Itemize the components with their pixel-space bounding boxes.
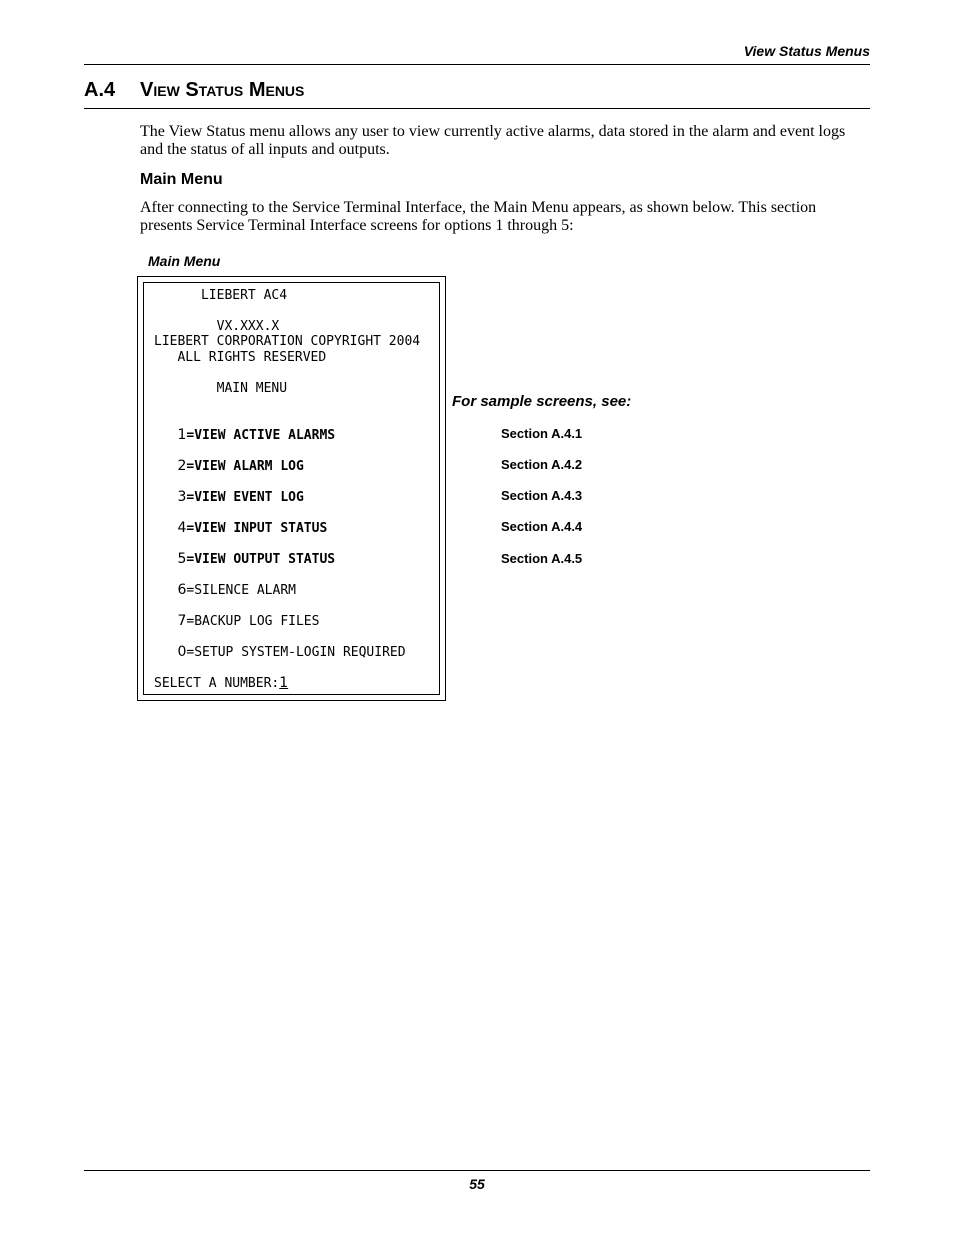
- terminal-rights: ALL RIGHTS RESERVED: [177, 350, 327, 365]
- section-ref-a41[interactable]: Section A.4.1: [501, 426, 583, 441]
- menu-option-7[interactable]: [154, 614, 319, 629]
- terminal-input[interactable]: 1: [279, 675, 289, 691]
- main-menu-subheading: Main Menu: [140, 171, 223, 188]
- terminal-screen-inner: [143, 282, 440, 695]
- menu-option-label: =VIEW ACTIVE ALARMS: [186, 428, 336, 443]
- menu-option-key: 4: [177, 520, 187, 536]
- running-header: View Status Menus: [743, 43, 870, 59]
- terminal-version-line: [154, 319, 279, 334]
- figure-caption: Main Menu: [148, 253, 221, 269]
- menu-option-label: =BACKUP LOG FILES: [186, 614, 320, 629]
- menu-option-5[interactable]: [154, 552, 335, 567]
- section-number: A.4: [84, 79, 116, 101]
- menu-option-label: =VIEW EVENT LOG: [186, 490, 304, 505]
- menu-option-key: 1: [177, 427, 187, 443]
- menu-option-key: 5: [177, 551, 187, 567]
- footer-rule: [84, 1170, 870, 1171]
- section-title: View Status Menus: [140, 79, 305, 101]
- terminal-rights-line: [154, 350, 326, 365]
- section-ref-a45[interactable]: Section A.4.5: [501, 551, 583, 566]
- header-rule: [84, 64, 870, 65]
- menu-option-label: =SILENCE ALARM: [186, 583, 296, 598]
- section-ref-a44[interactable]: Section A.4.4: [501, 519, 583, 534]
- terminal-menu-title-line: [154, 381, 287, 396]
- menu-option-key: 3: [177, 489, 187, 505]
- menu-option-2[interactable]: [154, 459, 304, 474]
- section-ref-a42[interactable]: Section A.4.2: [501, 457, 583, 472]
- main-menu-paragraph: After connecting to the Service Terminal Interface, the Main Menu appears, as shown below. This section presents Service Terminal Interface screens for options 1 through 5:: [140, 199, 817, 234]
- terminal-prompt-line: [154, 676, 288, 691]
- menu-option-label: =SETUP SYSTEM-LOGIN REQUIRED: [186, 645, 406, 660]
- menu-option-label: =VIEW INPUT STATUS: [186, 521, 328, 536]
- page-number: 55: [469, 1176, 485, 1192]
- terminal-copyright: LIEBERT CORPORATION COPYRIGHT 2004: [154, 334, 421, 349]
- menu-option-key: 6: [177, 582, 187, 598]
- menu-option-1[interactable]: [154, 428, 335, 443]
- menu-option-0[interactable]: [154, 645, 406, 660]
- intro-paragraph: The View Status menu allows any user to view currently active alarms, data stored in the alarm and event logs and the status of all inputs and outputs.: [140, 123, 846, 158]
- menu-option-4[interactable]: [154, 521, 327, 536]
- terminal-version: VX.XXX.X: [216, 319, 280, 334]
- terminal-screen: [137, 276, 446, 701]
- terminal-menu-title: MAIN MENU: [216, 381, 288, 396]
- terminal-product-line: [154, 288, 287, 303]
- sample-screens-heading: For sample screens, see:: [452, 393, 632, 410]
- menu-option-key: 7: [177, 613, 187, 629]
- menu-option-label: =VIEW ALARM LOG: [186, 459, 304, 474]
- menu-option-key: 0: [177, 644, 187, 660]
- terminal-product: LIEBERT AC4: [200, 288, 288, 303]
- section-heading: [84, 78, 304, 102]
- section-heading-rule: [84, 108, 870, 109]
- menu-option-6[interactable]: [154, 583, 296, 598]
- menu-option-key: 2: [177, 458, 187, 474]
- terminal-prompt: SELECT A NUMBER:: [154, 676, 280, 691]
- menu-option-3[interactable]: [154, 490, 304, 505]
- section-ref-a43[interactable]: Section A.4.3: [501, 488, 583, 503]
- menu-option-label: =VIEW OUTPUT STATUS: [186, 552, 336, 567]
